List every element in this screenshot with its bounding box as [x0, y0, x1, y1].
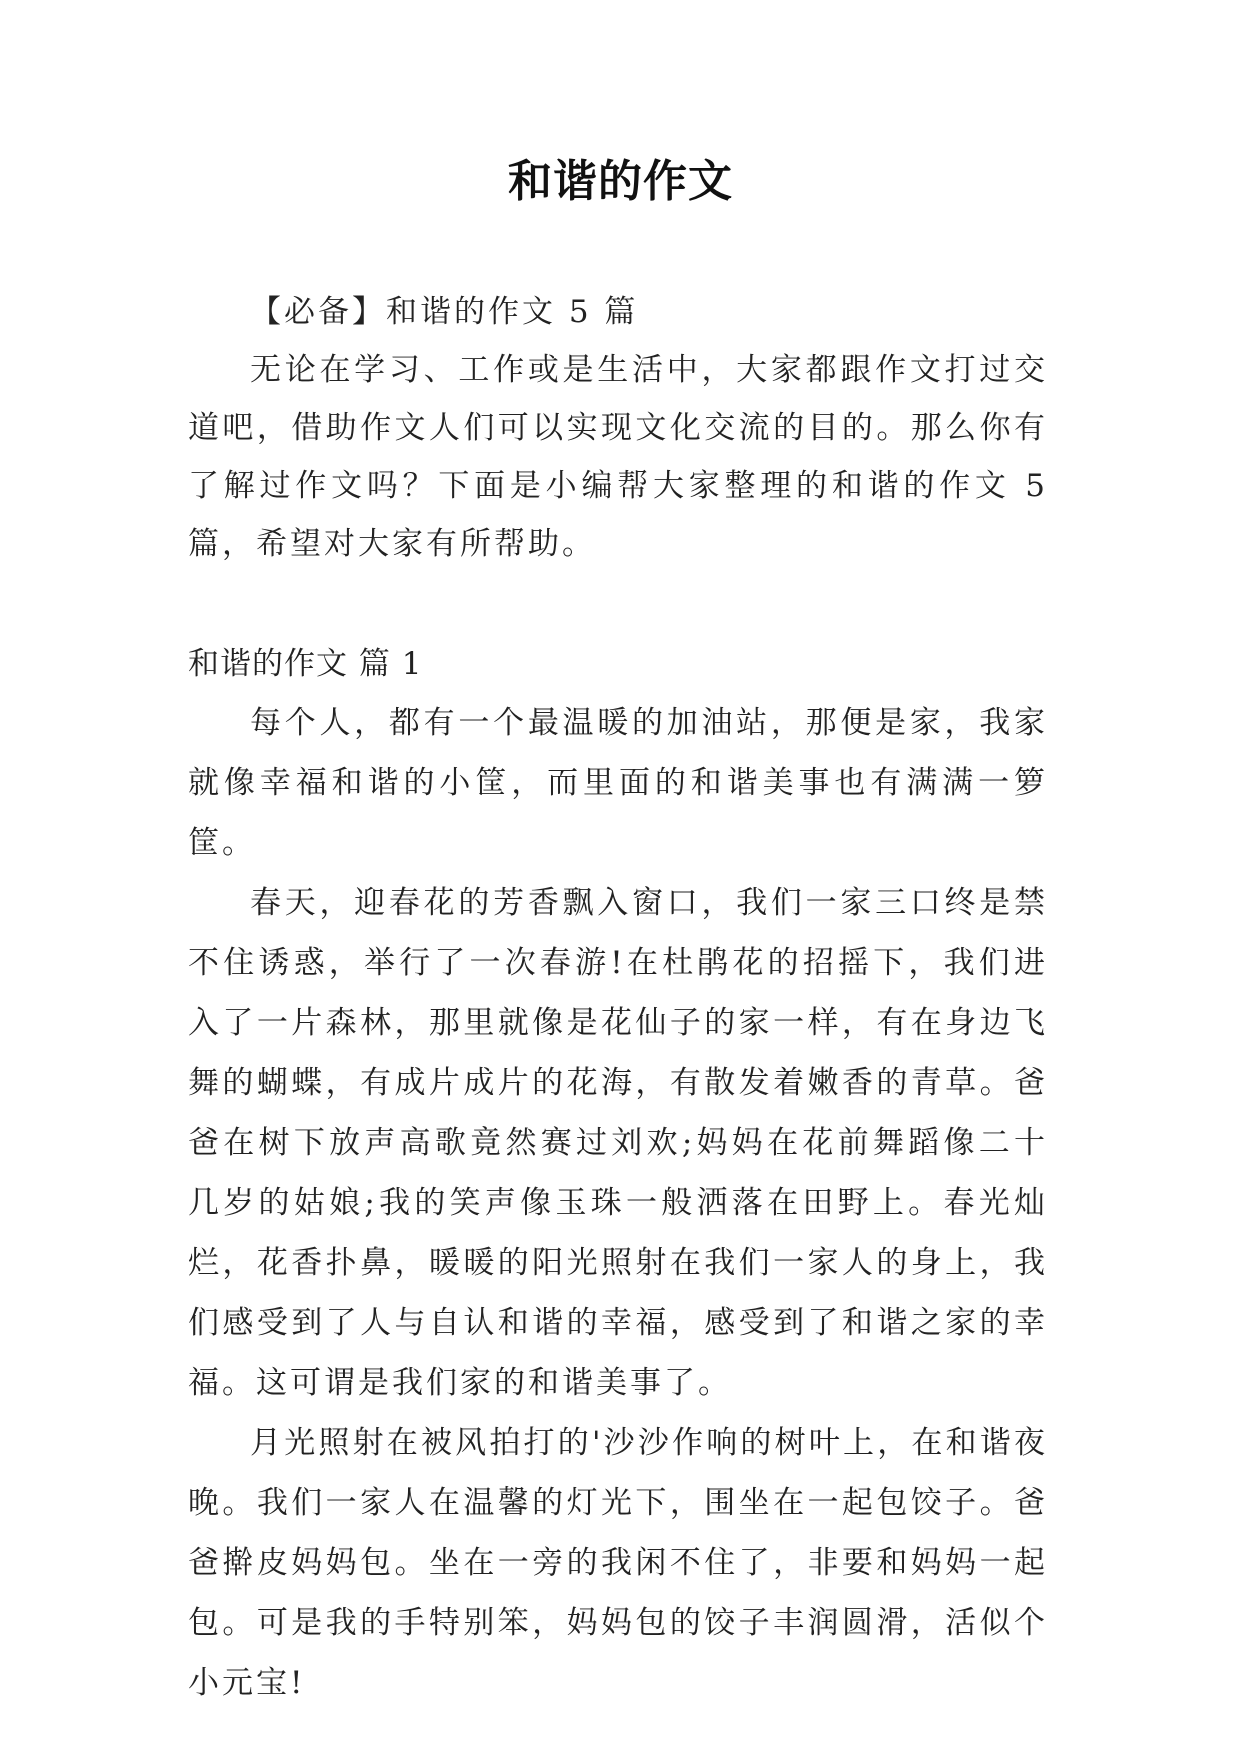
intro-paragraph: 无论在学习、工作或是生活中，大家都跟作文打过交道吧，借助作文人们可以实现文化交流的目的。那么你有了解过作文吗？下面是小编帮大家整理的和谐的作文 5 篇，希望对大家有所帮助。 — [188, 352, 1048, 562]
tagline: 【必备】和谐的作文 5 篇 — [250, 294, 639, 330]
section-heading: 和谐的作文 篇 1 — [188, 646, 423, 682]
essay-paragraph: 每个人，都有一个最温暖的加油站，那便是家，我家就像幸福和谐的小筐，而里面的和谐美事也有满满一箩筐。 — [188, 705, 1048, 861]
document-title: 和谐的作文 — [508, 156, 733, 207]
essay-paragraph: 月光照射在被风拍打的'沙沙作响的树叶上，在和谐夜晚。我们一家人在温馨的灯光下，围坐在一起包饺子。爸爸擀皮妈妈包。坐在一旁的我闲不住了，非要和妈妈一起包。可是我的手特别笨，妈妈包的饺子丰润圆滑，活似个小元宝! — [188, 1425, 1048, 1701]
essay-body — [188, 693, 1048, 1713]
intro-block — [188, 283, 1048, 573]
essay-paragraph: 春天，迎春花的芳香飘入窗口，我们一家三口终是禁不住诱惑，举行了一次春游!在杜鹃花的招摇下，我们进入了一片森林，那里就像是花仙子的家一样，有在身边飞舞的蝴蝶，有成片成片的花海，有散发着嫩香的青草。爸爸在树下放声高歌竟然赛过刘欢;妈妈在花前舞蹈像二十几岁的姑娘;我的笑声像玉珠一般洒落在田野上。春光灿烂，花香扑鼻，暖暖的阳光照射在我们一家人的身上，我们感受到了人与自认和谐的幸福，感受到了和谐之家的幸福。这可谓是我们家的和谐美事了。 — [188, 885, 1048, 1401]
